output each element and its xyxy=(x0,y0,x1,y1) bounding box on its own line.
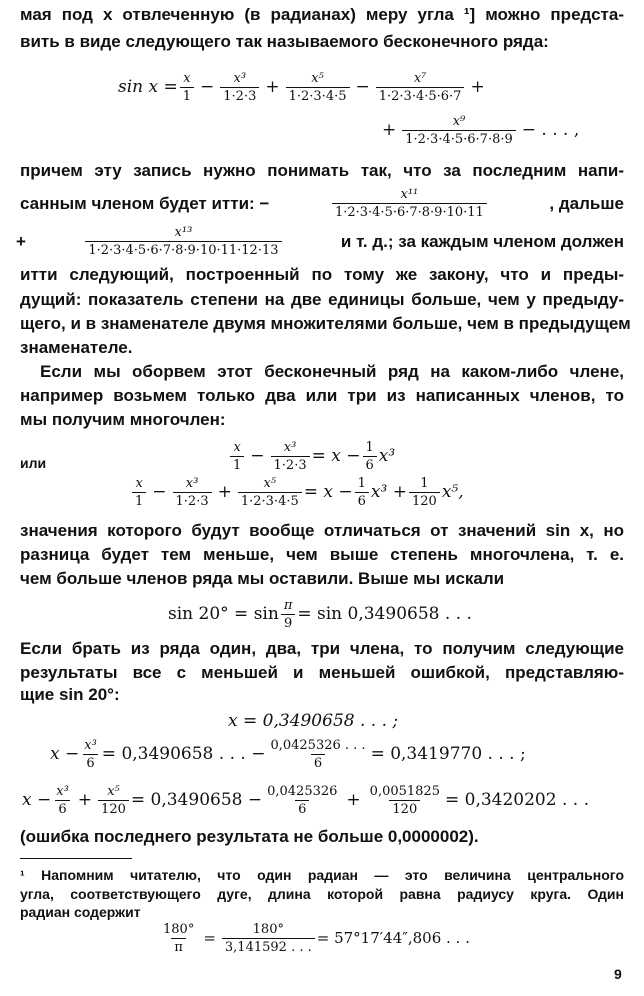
text-line: например возьмем только два или три из написанных членов, то xyxy=(20,386,624,405)
approximation-2: x − $\frac{\text{x³}}{6}$ = 0,3490658 . . . − $\frac{0,0425326 . . .}{6}$ = 0,3419770 . . . ; xyxy=(50,737,526,771)
page-number: 9 xyxy=(614,966,622,982)
text-line: значения которого будут вообще отличаться от значений sin x, но xyxy=(20,521,624,540)
text-line: вить в виде следующего так называемого бесконечного ряда: xyxy=(20,32,549,51)
sin-lhs: sin x = xyxy=(118,76,178,97)
text-line: дущий: показатель степени на две единицы больше, чем у предыду- xyxy=(20,290,624,309)
fraction: $\frac{180^\circ}{3,141592 . . .}$ xyxy=(222,923,315,954)
sin20-formula: sin 20° = sin $\frac{\pi}{9}$ = sin 0,3490658 . . . xyxy=(168,597,472,631)
approximation-3: x − $\frac{\text{x³}}{6}$ + $\frac{\text{x⁵}}{120}$ = 0,3490658 − $\frac{0,0425326}{6}$ + $\frac{0,0051825}{120}$ = 0,3420202 . . . xyxy=(22,783,589,817)
fraction: $\frac{\text{x³}}{6}$ xyxy=(56,783,69,817)
footnote-line: угла, соответствующего дуге, длина которой равна радиусу круга. Один xyxy=(20,886,624,902)
fraction: $\frac{\text{x¹³}}{1\cdot 2\cdot 3\cdot 4\cdot 5\cdot 6\cdot 7\cdot 8\cdot 9\cdot 10\cdot 11\cdot 12\cdot 13}$ xyxy=(85,226,281,257)
footnote-rule xyxy=(20,858,132,859)
fraction: $\frac{\text{x³}}{1\cdot 2\cdot 3}$ xyxy=(173,477,212,508)
fraction: $\frac{1}{6}$ xyxy=(363,441,377,472)
text-line: щие sin 20°: xyxy=(20,685,120,704)
text-line: знаменателе. xyxy=(20,338,133,357)
text-line: причем эту запись нужно понимать так, что за последним напи- xyxy=(20,161,624,180)
fraction: $\frac{\text{x⁹}}{1\cdot 2\cdot 3\cdot 4\cdot 5\cdot 6\cdot 7\cdot 8\cdot 9}$ xyxy=(402,115,516,146)
footnote-line: ¹ Напомним читателю, что один радиан — это величина центрального xyxy=(20,867,624,883)
polynomial-formula-2: $\frac{x}{1}$ − $\frac{\text{x³}}{1\cdot 2\cdot 3}$ + $\frac{\text{x⁵}}{1\cdot 2\cdot 3\cdot 4\cdot 5}$ = x − $\frac{1}{6}$ x³ + $\frac{1}{120}$ x⁵, xyxy=(130,470,464,514)
text-line: Если мы оборвем этот бесконечный ряд на каком-либо члене, xyxy=(40,362,624,381)
polynomial-formula-1: $\frac{x}{1}$ − $\frac{\text{x³}}{1\cdot 2\cdot 3}$ = x − $\frac{1}{6}$ x³ xyxy=(228,434,395,478)
fraction: $\frac{1}{6}$ xyxy=(355,477,369,508)
text-line: результаты все с меньшей и меньшей ошибкой, представляю- xyxy=(20,663,624,682)
fraction: $\frac{\text{x⁵}}{120}$ xyxy=(98,785,129,816)
text-line: чем больше членов ряда мы оставили. Выше мы искали xyxy=(20,569,505,588)
fraction: $\frac{1}{120}$ xyxy=(409,477,440,508)
fraction: $\frac{\pi}{9}$ xyxy=(281,599,296,630)
fraction: $\frac{\text{x¹¹}}{1\cdot 2\cdot 3\cdot 4\cdot 5\cdot 6\cdot 7\cdot 8\cdot 9\cdot 10\cdot 11}$ xyxy=(332,188,487,219)
fraction: $\frac{\text{x⁵}}{1\cdot 2\cdot 3\cdot 4\cdot 5}$ xyxy=(238,477,302,508)
fraction: $\frac{0,0051825}{120}$ xyxy=(369,783,440,817)
footnote-line: радиан содержит xyxy=(20,904,141,920)
error-note: (ошибка последнего результата не больше 0,0000002). xyxy=(20,827,479,846)
fraction: $\frac{x}{1}$ xyxy=(132,477,146,508)
text-line: итти следующий, построенный по тому же закону, что и преды- xyxy=(20,265,624,284)
radian-formula: $\frac{180^\circ}{\pi}$ = $\frac{180^\circ}{3,141592 . . .}$ = 57°17′44″,806 . . . xyxy=(158,916,470,960)
fraction: $\frac{\text{x⁵}}{1\cdot 2\cdot 3\cdot 4\cdot 5}$ xyxy=(286,72,350,103)
text-line-with-fraction: + $\frac{\text{x¹³}}{1\cdot 2\cdot 3\cdot 4\cdot 5\cdot 6\cdot 7\cdot 8\cdot 9\cdot 10\cdot 11\cdot 12\cdot 13}$ и т. д.; за каждым членом должен xyxy=(16,224,624,258)
fraction: $\frac{x}{1}$ xyxy=(230,441,244,472)
fraction: $\frac{x}{1}$ xyxy=(180,72,194,103)
fraction: $\frac{180^\circ}{\pi}$ xyxy=(163,921,195,955)
text-line: Если брать из ряда один, два, три члена, то получим следующие xyxy=(20,639,624,658)
fraction: $\frac{\text{x³}}{1\cdot 2\cdot 3}$ xyxy=(271,441,310,472)
text-line: мая под x отвлеченную (в радианах) меру угла ¹] можно предста- xyxy=(20,5,624,24)
fraction: $\frac{\text{x³}}{6}$ xyxy=(84,737,97,771)
text-line: мы получим многочлен: xyxy=(20,410,226,429)
word-or: или xyxy=(20,455,47,471)
approximation-1: x = 0,3490658 . . . ; xyxy=(228,710,399,731)
text-line: щего, и в знаменателе двумя множителями больше, чем в предыдущем xyxy=(20,314,631,333)
text-line: разница будет тем меньше, чем выше степень многочлена, т. е. xyxy=(20,545,624,564)
fraction: $\frac{\text{x⁷}}{1\cdot 2\cdot 3\cdot 4\cdot 5\cdot 6\cdot 7}$ xyxy=(376,72,465,103)
fraction: $\frac{0,0425326}{6}$ xyxy=(267,783,338,817)
text-line-with-fraction: санным членом будет итти: − $\frac{\text{x¹¹}}{1\cdot 2\cdot 3\cdot 4\cdot 5\cdot 6\cdot 7\cdot 8\cdot 9\cdot 10\cdot 11}$ , дальше xyxy=(20,186,624,220)
fraction: $\frac{\text{x³}}{1\cdot 2\cdot 3}$ xyxy=(220,72,259,103)
sin-series-continuation: + $\frac{\text{x⁹}}{1\cdot 2\cdot 3\cdot 4\cdot 5\cdot 6\cdot 7\cdot 8\cdot 9}$ − . . . , xyxy=(382,113,580,147)
sin-series-formula: sin x = $\frac{x}{1}$ − $\frac{\text{x³}}{1\cdot 2\cdot 3}$ + $\frac{\text{x⁵}}{1\cdot 2\cdot 3\cdot 4\cdot 5}$ − $\frac{\text{x⁷}}{1\cdot 2\cdot 3\cdot 4\cdot 5\cdot 6\cdot 7}$ + xyxy=(118,70,485,104)
fraction: $\frac{0,0425326 . . .}{6}$ xyxy=(270,737,366,771)
